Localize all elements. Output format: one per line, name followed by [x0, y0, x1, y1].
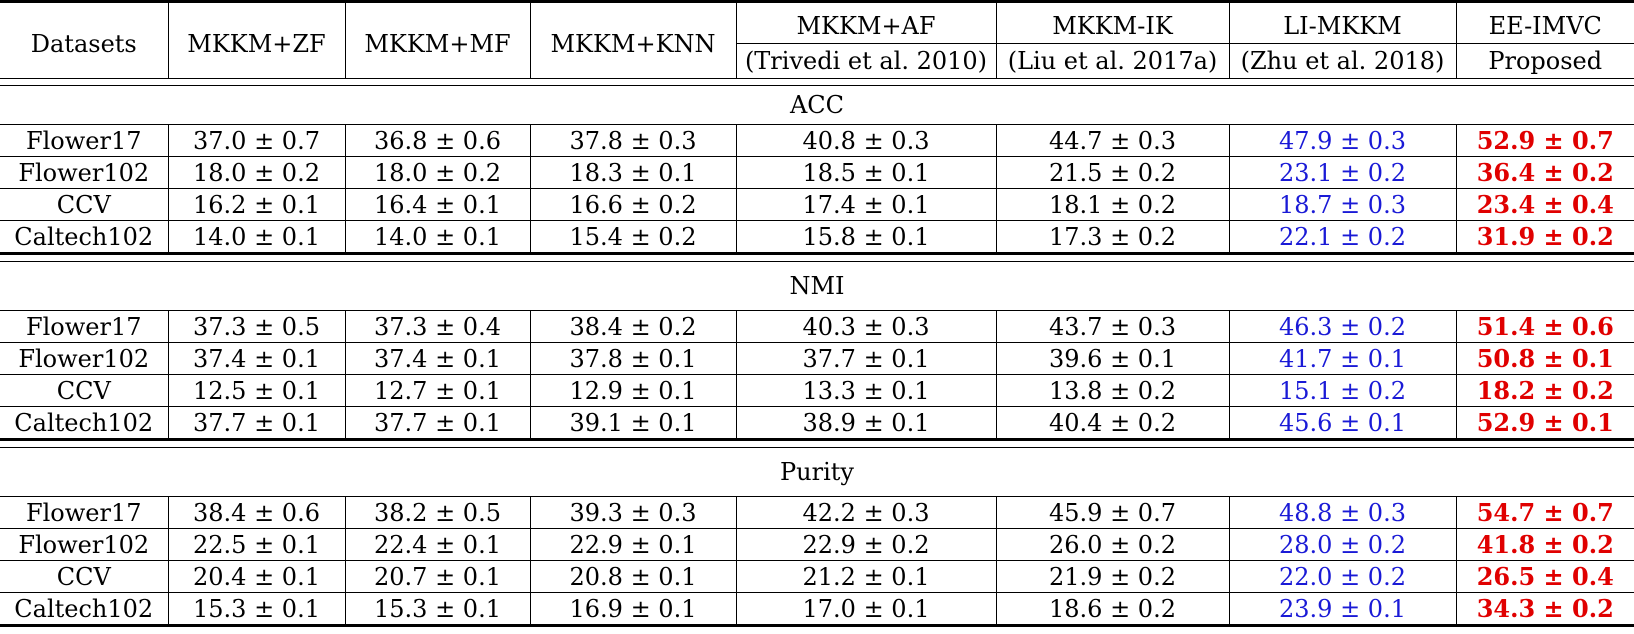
dataset-name: CCV — [0, 189, 168, 221]
dataset-name: Flower102 — [0, 529, 168, 561]
best-result-cell: 18.2 ± 0.2 — [1456, 375, 1634, 407]
method-header-mf: MKKM+MF — [345, 2, 530, 79]
method-header-zf: MKKM+ZF — [168, 2, 345, 79]
best-result-cell: 41.8 ± 0.2 — [1456, 529, 1634, 561]
section-title: Purity — [0, 448, 1634, 497]
best-result-cell: 36.4 ± 0.2 — [1456, 157, 1634, 189]
dataset-name: Caltech102 — [0, 593, 168, 626]
result-cell: 37.3 ± 0.5 — [168, 311, 345, 343]
result-cell: 40.8 ± 0.3 — [736, 125, 996, 157]
second-best-result-cell: 22.1 ± 0.2 — [1229, 221, 1456, 254]
second-best-result-cell: 47.9 ± 0.3 — [1229, 125, 1456, 157]
result-cell: 14.0 ± 0.1 — [168, 221, 345, 254]
second-best-result-cell: 23.1 ± 0.2 — [1229, 157, 1456, 189]
table-row — [0, 561, 1634, 593]
table-row — [0, 189, 1634, 221]
result-cell: 40.4 ± 0.2 — [996, 407, 1229, 440]
result-cell: 38.2 ± 0.5 — [345, 497, 530, 529]
datasets-header: Datasets — [0, 2, 168, 79]
result-cell: 39.3 ± 0.3 — [530, 497, 736, 529]
best-result-cell: 23.4 ± 0.4 — [1456, 189, 1634, 221]
result-cell: 15.8 ± 0.1 — [736, 221, 996, 254]
section-header-row — [0, 448, 1634, 497]
result-cell: 42.2 ± 0.3 — [736, 497, 996, 529]
result-cell: 15.4 ± 0.2 — [530, 221, 736, 254]
result-cell: 14.0 ± 0.1 — [345, 221, 530, 254]
result-cell: 20.8 ± 0.1 — [530, 561, 736, 593]
best-result-cell: 51.4 ± 0.6 — [1456, 311, 1634, 343]
section-gap — [0, 79, 1634, 86]
section-gap-cell — [0, 254, 1634, 262]
result-cell: 17.4 ± 0.1 — [736, 189, 996, 221]
result-cell: 45.9 ± 0.7 — [996, 497, 1229, 529]
result-cell: 16.9 ± 0.1 — [530, 593, 736, 626]
result-cell: 18.0 ± 0.2 — [345, 157, 530, 189]
method-header-ik: MKKM-IK — [996, 2, 1229, 44]
second-best-result-cell: 45.6 ± 0.1 — [1229, 407, 1456, 440]
best-result-cell: 26.5 ± 0.4 — [1456, 561, 1634, 593]
section-gap-cell — [0, 440, 1634, 448]
result-cell: 15.3 ± 0.1 — [168, 593, 345, 626]
table-row — [0, 311, 1634, 343]
result-cell: 39.6 ± 0.1 — [996, 343, 1229, 375]
table-row — [0, 497, 1634, 529]
best-result-cell: 50.8 ± 0.1 — [1456, 343, 1634, 375]
result-cell: 37.7 ± 0.1 — [168, 407, 345, 440]
result-cell: 22.4 ± 0.1 — [345, 529, 530, 561]
dataset-name: Flower17 — [0, 497, 168, 529]
result-cell: 12.7 ± 0.1 — [345, 375, 530, 407]
section-gap — [0, 440, 1634, 448]
table-row — [0, 125, 1634, 157]
result-cell: 39.1 ± 0.1 — [530, 407, 736, 440]
second-best-result-cell: 23.9 ± 0.1 — [1229, 593, 1456, 626]
method-ref-li: (Zhu et al. 2018) — [1229, 44, 1456, 79]
table-row — [0, 221, 1634, 254]
result-cell: 18.1 ± 0.2 — [996, 189, 1229, 221]
best-result-cell: 52.9 ± 0.1 — [1456, 407, 1634, 440]
result-cell: 17.3 ± 0.2 — [996, 221, 1229, 254]
dataset-name: Flower102 — [0, 157, 168, 189]
result-cell: 37.7 ± 0.1 — [736, 343, 996, 375]
dataset-name: CCV — [0, 561, 168, 593]
method-header-li: LI-MKKM — [1229, 2, 1456, 44]
result-cell: 22.9 ± 0.1 — [530, 529, 736, 561]
best-result-cell: 34.3 ± 0.2 — [1456, 593, 1634, 626]
method-ref-ik: (Liu et al. 2017a) — [996, 44, 1229, 79]
result-cell: 37.4 ± 0.1 — [168, 343, 345, 375]
method-ref-proposed: Proposed — [1456, 44, 1634, 79]
table-row — [0, 529, 1634, 561]
method-header-knn: MKKM+KNN — [530, 2, 736, 79]
result-cell: 18.3 ± 0.1 — [530, 157, 736, 189]
section-title: NMI — [0, 262, 1634, 311]
table-body — [0, 79, 1634, 626]
result-cell: 40.3 ± 0.3 — [736, 311, 996, 343]
second-best-result-cell: 28.0 ± 0.2 — [1229, 529, 1456, 561]
result-cell: 18.5 ± 0.1 — [736, 157, 996, 189]
result-cell: 21.9 ± 0.2 — [996, 561, 1229, 593]
result-cell: 37.4 ± 0.1 — [345, 343, 530, 375]
result-cell: 26.0 ± 0.2 — [996, 529, 1229, 561]
second-best-result-cell: 15.1 ± 0.2 — [1229, 375, 1456, 407]
result-cell: 20.7 ± 0.1 — [345, 561, 530, 593]
table-row — [0, 157, 1634, 189]
result-cell: 37.3 ± 0.4 — [345, 311, 530, 343]
result-cell: 13.8 ± 0.2 — [996, 375, 1229, 407]
result-cell: 21.5 ± 0.2 — [996, 157, 1229, 189]
table-header — [0, 2, 1634, 79]
dataset-name: Flower102 — [0, 343, 168, 375]
method-ref-af: (Trivedi et al. 2010) — [736, 44, 996, 79]
second-best-result-cell: 41.7 ± 0.1 — [1229, 343, 1456, 375]
best-result-cell: 54.7 ± 0.7 — [1456, 497, 1634, 529]
section-gap-cell — [0, 79, 1634, 86]
section-title: ACC — [0, 86, 1634, 125]
result-cell: 37.7 ± 0.1 — [345, 407, 530, 440]
result-cell: 18.6 ± 0.2 — [996, 593, 1229, 626]
second-best-result-cell: 18.7 ± 0.3 — [1229, 189, 1456, 221]
result-cell: 18.0 ± 0.2 — [168, 157, 345, 189]
result-cell: 38.4 ± 0.2 — [530, 311, 736, 343]
method-header-af: MKKM+AF — [736, 2, 996, 44]
result-cell: 12.9 ± 0.1 — [530, 375, 736, 407]
result-cell: 13.3 ± 0.1 — [736, 375, 996, 407]
dataset-name: Flower17 — [0, 125, 168, 157]
result-cell: 37.8 ± 0.1 — [530, 343, 736, 375]
second-best-result-cell: 48.8 ± 0.3 — [1229, 497, 1456, 529]
result-cell: 20.4 ± 0.1 — [168, 561, 345, 593]
section-header-row — [0, 262, 1634, 311]
result-cell: 22.5 ± 0.1 — [168, 529, 345, 561]
table-row — [0, 593, 1634, 626]
result-cell: 16.6 ± 0.2 — [530, 189, 736, 221]
table-row — [0, 375, 1634, 407]
dataset-name: Caltech102 — [0, 221, 168, 254]
second-best-result-cell: 46.3 ± 0.2 — [1229, 311, 1456, 343]
result-cell: 16.2 ± 0.1 — [168, 189, 345, 221]
result-cell: 17.0 ± 0.1 — [736, 593, 996, 626]
table-row — [0, 407, 1634, 440]
result-cell: 44.7 ± 0.3 — [996, 125, 1229, 157]
result-cell: 16.4 ± 0.1 — [345, 189, 530, 221]
result-cell: 36.8 ± 0.6 — [345, 125, 530, 157]
result-cell: 22.9 ± 0.2 — [736, 529, 996, 561]
result-cell: 12.5 ± 0.1 — [168, 375, 345, 407]
method-header-proposed: EE-IMVC — [1456, 2, 1634, 44]
dataset-name: CCV — [0, 375, 168, 407]
section-header-row — [0, 86, 1634, 125]
best-result-cell: 31.9 ± 0.2 — [1456, 221, 1634, 254]
result-cell: 38.9 ± 0.1 — [736, 407, 996, 440]
result-cell: 43.7 ± 0.3 — [996, 311, 1229, 343]
result-cell: 15.3 ± 0.1 — [345, 593, 530, 626]
second-best-result-cell: 22.0 ± 0.2 — [1229, 561, 1456, 593]
best-result-cell: 52.9 ± 0.7 — [1456, 125, 1634, 157]
table-row — [0, 343, 1634, 375]
section-gap — [0, 254, 1634, 262]
dataset-name: Flower17 — [0, 311, 168, 343]
dataset-name: Caltech102 — [0, 407, 168, 440]
result-cell: 38.4 ± 0.6 — [168, 497, 345, 529]
result-cell: 21.2 ± 0.1 — [736, 561, 996, 593]
result-cell: 37.0 ± 0.7 — [168, 125, 345, 157]
result-cell: 37.8 ± 0.3 — [530, 125, 736, 157]
